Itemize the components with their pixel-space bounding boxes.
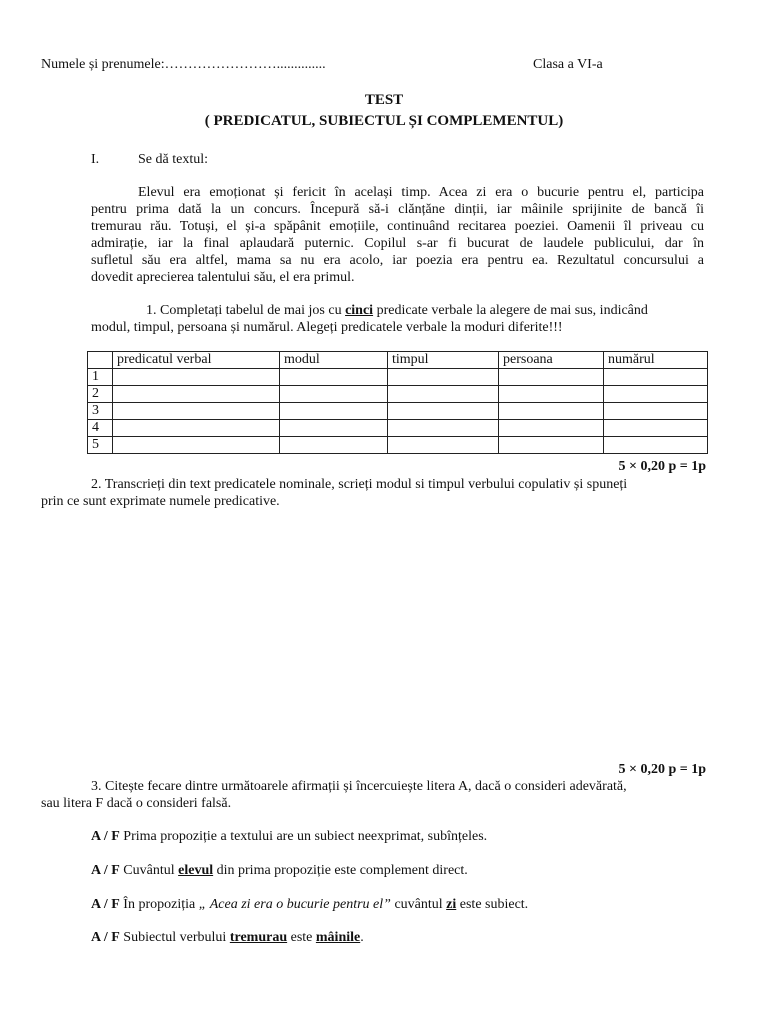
task2-instruction: 2. Transcrieți din text predicatele nominale, scrieți modul si timpul verbului copulativ și spuneți — [91, 477, 628, 492]
task1-score: 5 × 0,20 p = 1p — [618, 459, 706, 474]
task1-instruction — [146, 302, 648, 319]
answer-cell[interactable] — [604, 369, 708, 386]
section-heading: Se dă textul: — [138, 152, 208, 167]
task3-instruction-line2: sau litera F dacă o consideri falsă. — [41, 796, 232, 811]
answer-cell[interactable] — [388, 420, 499, 437]
answer-cell[interactable] — [280, 386, 388, 403]
answer-cell[interactable] — [499, 386, 604, 403]
statement-2 — [91, 862, 468, 879]
row-number: 3 — [88, 403, 113, 420]
class-label: Clasa a VI-a — [533, 57, 603, 72]
task1-text: 1. Completați tabelul de mai jos cu — [146, 303, 346, 318]
answer-cell[interactable] — [499, 403, 604, 420]
statement-1 — [91, 828, 487, 845]
statement-text: Subiectul verbului — [119, 930, 230, 945]
task1-text: predicate verbale la alegere de mai sus, indicând — [373, 303, 648, 318]
statement-emphasis: elevul — [178, 863, 214, 878]
row-number: 5 — [88, 437, 113, 454]
text-line: sufletul său era altfel, mama sa nu era acolo, iar poezia era pentru ea. Rezultatul concursului a — [91, 253, 704, 268]
true-false-choice[interactable]: A / F — [91, 863, 120, 878]
answer-cell[interactable] — [604, 403, 708, 420]
statement-text: . — [360, 930, 364, 945]
answer-cell[interactable] — [499, 420, 604, 437]
answer-space[interactable] — [41, 515, 711, 755]
task2-instruction-line2: prin ce sunt exprimate numele predicative. — [41, 494, 280, 509]
text-line: Elevul era emoționat și fericit în același timp. Acea zi era o bucurie pentru el, participa — [138, 185, 704, 200]
text-line: admirație, iar la final aplaudară puternic. Copilul s-ar fi bucurat de laudele publicului, dar în — [91, 236, 704, 251]
statement-text: este — [287, 930, 316, 945]
statement-text: Cuvântul — [119, 863, 179, 878]
table-row — [88, 403, 708, 420]
row-number: 2 — [88, 386, 113, 403]
table-header-cell: numărul — [604, 352, 708, 369]
answer-table — [87, 351, 708, 454]
answer-cell[interactable] — [280, 403, 388, 420]
statement-emphasis: mâinile — [315, 930, 361, 945]
row-number: 4 — [88, 420, 113, 437]
answer-cell[interactable] — [113, 369, 280, 386]
table-row — [88, 420, 708, 437]
answer-cell[interactable] — [388, 437, 499, 454]
statement-quote: „ Acea zi era o bucurie pentru el” — [198, 897, 391, 912]
table-row — [88, 386, 708, 403]
answer-cell[interactable] — [604, 386, 708, 403]
answer-cell[interactable] — [388, 369, 499, 386]
statement-text: Prima propoziție a textului are un subiect neexprimat, subînțeles. — [119, 829, 488, 844]
answer-cell[interactable] — [499, 437, 604, 454]
test-subtitle: ( PREDICATUL, SUBIECTUL ȘI COMPLEMENTUL) — [204, 113, 564, 129]
table-header-cell: timpul — [388, 352, 499, 369]
text-line: tremurau rău. Totuși, el și-a spăpânit emoțiile, continuând recitarea poeziei. Oamenii îl priveau cu — [91, 219, 704, 234]
statement-emphasis: zi — [446, 897, 457, 912]
task3-instruction: 3. Citește fecare dintre următoarele afirmații și încercuiește litera A, dacă o consideri adevărată, — [91, 779, 627, 794]
table-header-cell: persoana — [499, 352, 604, 369]
statement-text: din prima propoziție este complement direct. — [213, 863, 468, 878]
table-row — [88, 437, 708, 454]
answer-cell[interactable] — [604, 420, 708, 437]
row-number: 1 — [88, 369, 113, 386]
answer-cell[interactable] — [113, 386, 280, 403]
text-line: dovedit aprecierea talentului său, el era primul. — [91, 270, 355, 285]
table-header-row — [88, 352, 708, 369]
statement-text: este subiect. — [456, 897, 529, 912]
answer-cell[interactable] — [113, 420, 280, 437]
answer-cell[interactable] — [388, 386, 499, 403]
name-field-label: Numele și prenumele:…………………….............. — [41, 57, 326, 72]
statement-4 — [91, 929, 364, 946]
statement-emphasis: tremurau — [229, 930, 288, 945]
statement-3 — [91, 896, 528, 913]
task1-emphasis: cinci — [345, 303, 374, 318]
section-number: I. — [91, 152, 100, 167]
answer-cell[interactable] — [280, 420, 388, 437]
test-title: TEST — [364, 92, 404, 108]
answer-cell[interactable] — [280, 369, 388, 386]
answer-cell[interactable] — [604, 437, 708, 454]
statement-text: În propoziția — [119, 897, 199, 912]
true-false-choice[interactable]: A / F — [91, 829, 120, 844]
task2-score: 5 × 0,20 p = 1p — [618, 762, 706, 777]
true-false-choice[interactable]: A / F — [91, 897, 120, 912]
table-header-cell — [88, 352, 113, 369]
answer-cell[interactable] — [113, 437, 280, 454]
table-header-cell: predicatul verbal — [113, 352, 280, 369]
answer-cell[interactable] — [280, 437, 388, 454]
task1-instruction-line2: modul, timpul, persoana și numărul. Alegeți predicatele verbale la moduri diferite!!! — [91, 320, 563, 335]
table-header-cell: modul — [280, 352, 388, 369]
true-false-choice[interactable]: A / F — [91, 930, 120, 945]
answer-cell[interactable] — [388, 403, 499, 420]
statement-text: cuvântul — [390, 897, 447, 912]
text-line: pentru prima dată la un concurs. Începură să-i clănțăne dinții, iar mâinile sprijinite de bancă îi — [91, 202, 704, 217]
table-row — [88, 369, 708, 386]
answer-cell[interactable] — [499, 369, 604, 386]
answer-cell[interactable] — [113, 403, 280, 420]
